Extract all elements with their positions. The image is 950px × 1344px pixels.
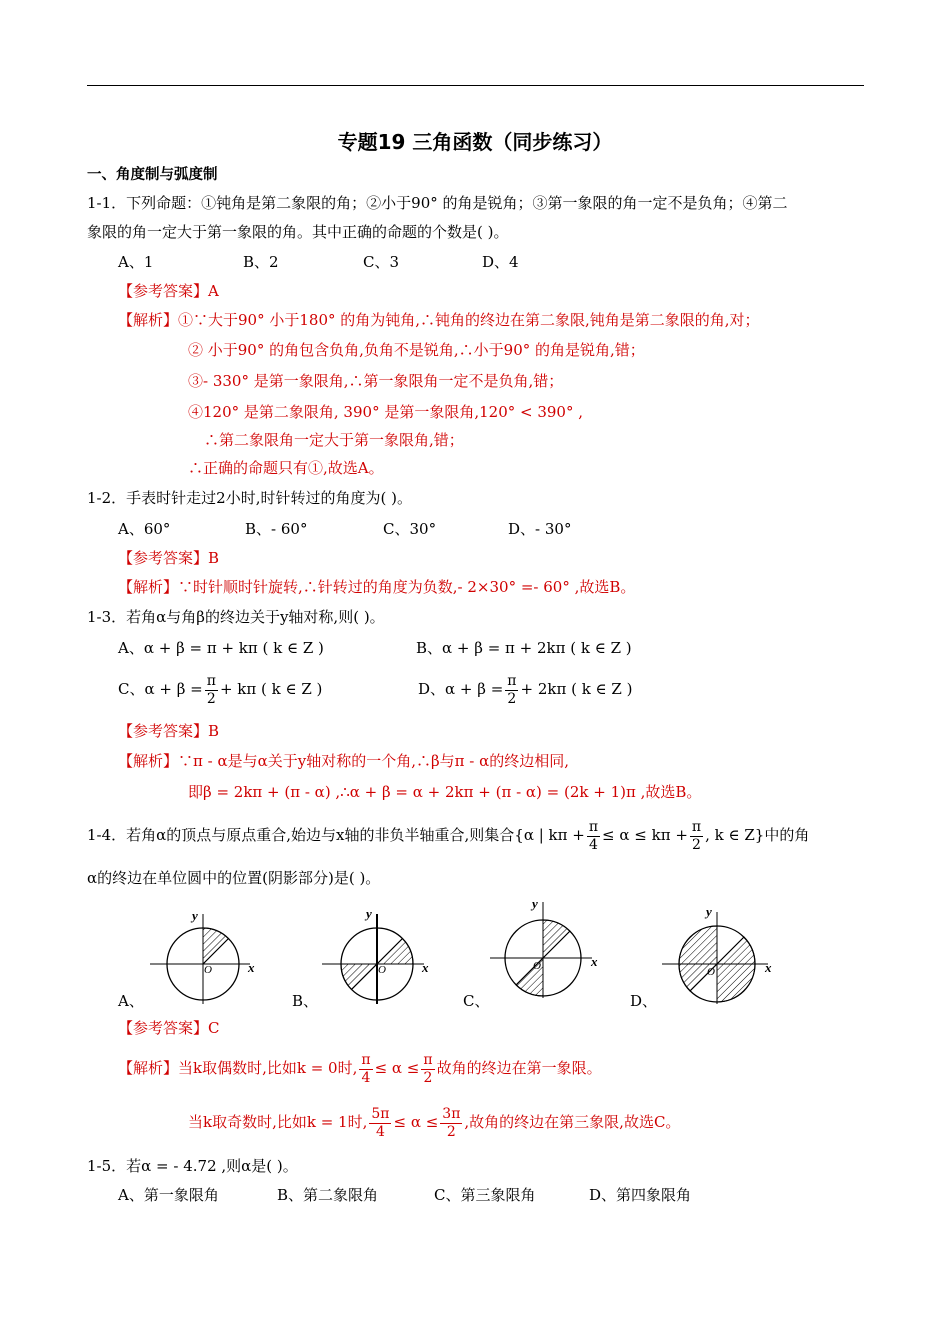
q3-line1: 1-3．若角α与角β的终边关于y轴对称,则( )。 bbox=[87, 608, 385, 626]
fraction-numerator: π bbox=[691, 818, 702, 835]
q4-line1 bbox=[87, 816, 809, 854]
fraction-denominator: 2 bbox=[692, 836, 701, 853]
q1-explanation-6: ∴正确的命题只有①,故选A。 bbox=[188, 459, 384, 477]
figure-label-a: A、 bbox=[118, 992, 144, 1010]
figure-a bbox=[148, 900, 258, 1005]
fraction-denominator: 4 bbox=[375, 1123, 385, 1140]
q2-option-b: B、- 60° bbox=[245, 520, 308, 538]
fraction-numerator: π bbox=[507, 672, 517, 689]
five-pi-over-4-fraction bbox=[369, 1106, 391, 1141]
y-axis-label: y bbox=[366, 906, 372, 921]
page-title: 专题19 三角函数（同步练习） bbox=[337, 130, 613, 154]
q3-option-d bbox=[418, 671, 632, 708]
q2-option-d: D、- 30° bbox=[508, 520, 572, 538]
x-axis-label: x bbox=[591, 954, 598, 969]
q2-answer: 【参考答案】B bbox=[118, 549, 220, 567]
q2-explanation-1: 【解析】∵时针顺时针旋转,∴针转过的角度为负数,- 2×30° =- 60° ,故选B。 bbox=[118, 578, 636, 596]
q2-option-a: A、60° bbox=[118, 520, 171, 538]
q4-explanation-2-mid: ≤ α ≤ bbox=[393, 1113, 439, 1131]
fraction-denominator: 2 bbox=[446, 1123, 456, 1140]
pi-over-2-fraction bbox=[690, 819, 703, 854]
q5-option-d: D、第四象限角 bbox=[589, 1186, 692, 1204]
q3-option-c-pre: C、α + β = bbox=[118, 680, 203, 698]
pi-over-2-fraction bbox=[421, 1052, 434, 1087]
q4-explanation-2 bbox=[188, 1104, 680, 1141]
q4-explanation-1-pre: 【解析】当k取偶数时,比如k = 0时, bbox=[118, 1059, 358, 1077]
q2-option-c: C、30° bbox=[383, 520, 437, 538]
three-pi-over-2-fraction bbox=[440, 1106, 462, 1141]
fraction-numerator: π bbox=[206, 672, 216, 689]
q4-explanation-2-post: ,故角的终边在第三象限,故选C。 bbox=[464, 1113, 681, 1131]
origin-label: O bbox=[707, 966, 715, 978]
fraction-numerator: π bbox=[423, 1051, 433, 1068]
q1-line1: 1-1．下列命题：①钝角是第二象限的角；②小于90° 的角是锐角；③第一象限的角一定不是负角；④第二 bbox=[87, 194, 788, 212]
q1-option-c: C、3 bbox=[363, 253, 400, 271]
q5-option-b: B、第二象限角 bbox=[277, 1186, 379, 1204]
q4-explanation-1 bbox=[118, 1050, 602, 1087]
fraction-numerator: 3π bbox=[442, 1105, 461, 1122]
section-heading: 一、角度制与弧度制 bbox=[87, 167, 218, 183]
q4-explanation-1-mid: ≤ α ≤ bbox=[374, 1059, 420, 1077]
x-axis-label: x bbox=[248, 960, 255, 975]
fraction-denominator: 2 bbox=[507, 690, 517, 707]
pi-over-4-fraction bbox=[359, 1052, 372, 1087]
fraction-denominator: 2 bbox=[206, 690, 216, 707]
q1-option-b: B、2 bbox=[243, 253, 279, 271]
q3-option-d-post: + 2kπ ( k ∈ Z ) bbox=[520, 680, 633, 698]
q3-option-a: A、α + β = π + kπ ( k ∈ Z ) bbox=[118, 639, 324, 657]
q5-option-a: A、第一象限角 bbox=[118, 1186, 219, 1204]
q3-option-c-post: + kπ ( k ∈ Z ) bbox=[219, 680, 323, 698]
y-axis-label: y bbox=[532, 896, 538, 911]
header-rule bbox=[87, 85, 864, 86]
q1-explanation-5: ∴第二象限角一定大于第一象限角,错； bbox=[204, 431, 464, 449]
q1-option-d: D、4 bbox=[482, 253, 519, 271]
origin-label: O bbox=[378, 964, 386, 976]
fraction-denominator: 2 bbox=[423, 1069, 433, 1086]
q4-line1-pre: 1-4．若角α的顶点与原点重合,始边与x轴的非负半轴重合,则集合{α | kπ + bbox=[87, 826, 585, 844]
q3-option-c bbox=[118, 671, 322, 708]
q4-explanation-2-pre: 当k取奇数时,比如k = 1时, bbox=[188, 1113, 368, 1131]
x-axis-label: x bbox=[765, 960, 772, 975]
q1-answer: 【参考答案】A bbox=[118, 282, 219, 300]
fraction-numerator: π bbox=[361, 1051, 371, 1068]
q3-answer: 【参考答案】B bbox=[118, 722, 220, 740]
figure-label-c: C、 bbox=[463, 992, 490, 1010]
q4-line1-mid: ≤ α ≤ kπ + bbox=[602, 826, 688, 844]
figure-label-d: D、 bbox=[630, 992, 658, 1010]
x-axis-label: x bbox=[422, 960, 429, 975]
fraction-denominator: 4 bbox=[588, 836, 598, 853]
origin-label: O bbox=[533, 960, 541, 972]
q5-option-c: C、第三象限角 bbox=[434, 1186, 536, 1204]
q1-line2: 象限的角一定大于第一象限的角。其中正确的命题的个数是( )。 bbox=[87, 223, 509, 241]
pi-over-4-fraction bbox=[587, 819, 600, 854]
q1-explanation-3: ③- 330° 是第一象限角,∴第一象限角一定不是负角,错； bbox=[188, 372, 564, 390]
q4-explanation-1-post: 故角的终边在第一象限。 bbox=[436, 1059, 602, 1077]
fraction-denominator: 4 bbox=[361, 1069, 371, 1086]
q4-line1-post: , k ∈ Z}中的角 bbox=[705, 826, 810, 844]
q5-line1: 1-5．若α = - 4.72 ,则α是( )。 bbox=[87, 1157, 298, 1175]
origin-label: O bbox=[204, 964, 212, 976]
y-axis-label: y bbox=[192, 908, 198, 923]
figure-d bbox=[660, 900, 775, 1005]
q3-explanation-1: 【解析】∵π - α是与α关于y轴对称的一个角,∴β与π - α的终边相同, bbox=[118, 752, 569, 770]
q4-line2: α的终边在单位圆中的位置(阴影部分)是( )。 bbox=[87, 869, 381, 887]
q1-explanation-2: ② 小于90° 的角包含负角,负角不是锐角,∴小于90° 的角是锐角,错； bbox=[188, 341, 645, 359]
q1-option-a: A、1 bbox=[118, 253, 154, 271]
pi-over-2-fraction bbox=[505, 673, 518, 708]
fraction-numerator: π bbox=[588, 818, 599, 835]
y-axis-label: y bbox=[706, 904, 712, 919]
q4-answer: 【参考答案】C bbox=[118, 1019, 220, 1037]
q3-option-b: B、α + β = π + 2kπ ( k ∈ Z ) bbox=[416, 639, 632, 657]
q1-explanation-1: 【解析】①∵大于90° 小于180° 的角为钝角,∴钝角的终边在第二象限,钝角是第二象限的角,对； bbox=[118, 311, 760, 329]
q2-line1: 1-2．手表时针走过2小时,时针转过的角度为( )。 bbox=[87, 489, 412, 507]
fraction-numerator: 5π bbox=[371, 1105, 390, 1122]
pi-over-2-fraction bbox=[205, 673, 218, 708]
figure-c bbox=[488, 894, 600, 999]
figure-label-b: B、 bbox=[292, 992, 319, 1010]
q3-option-d-pre: D、α + β = bbox=[418, 680, 504, 698]
q1-explanation-4: ④120° 是第二象限角, 390° 是第一象限角,120° < 390° , bbox=[188, 403, 584, 421]
q3-explanation-2: 即β = 2kπ + (π - α) ,∴α + β = α + 2kπ + (π - α) = (2k + 1)π ,故选B。 bbox=[188, 783, 702, 801]
figure-b bbox=[320, 900, 430, 1005]
